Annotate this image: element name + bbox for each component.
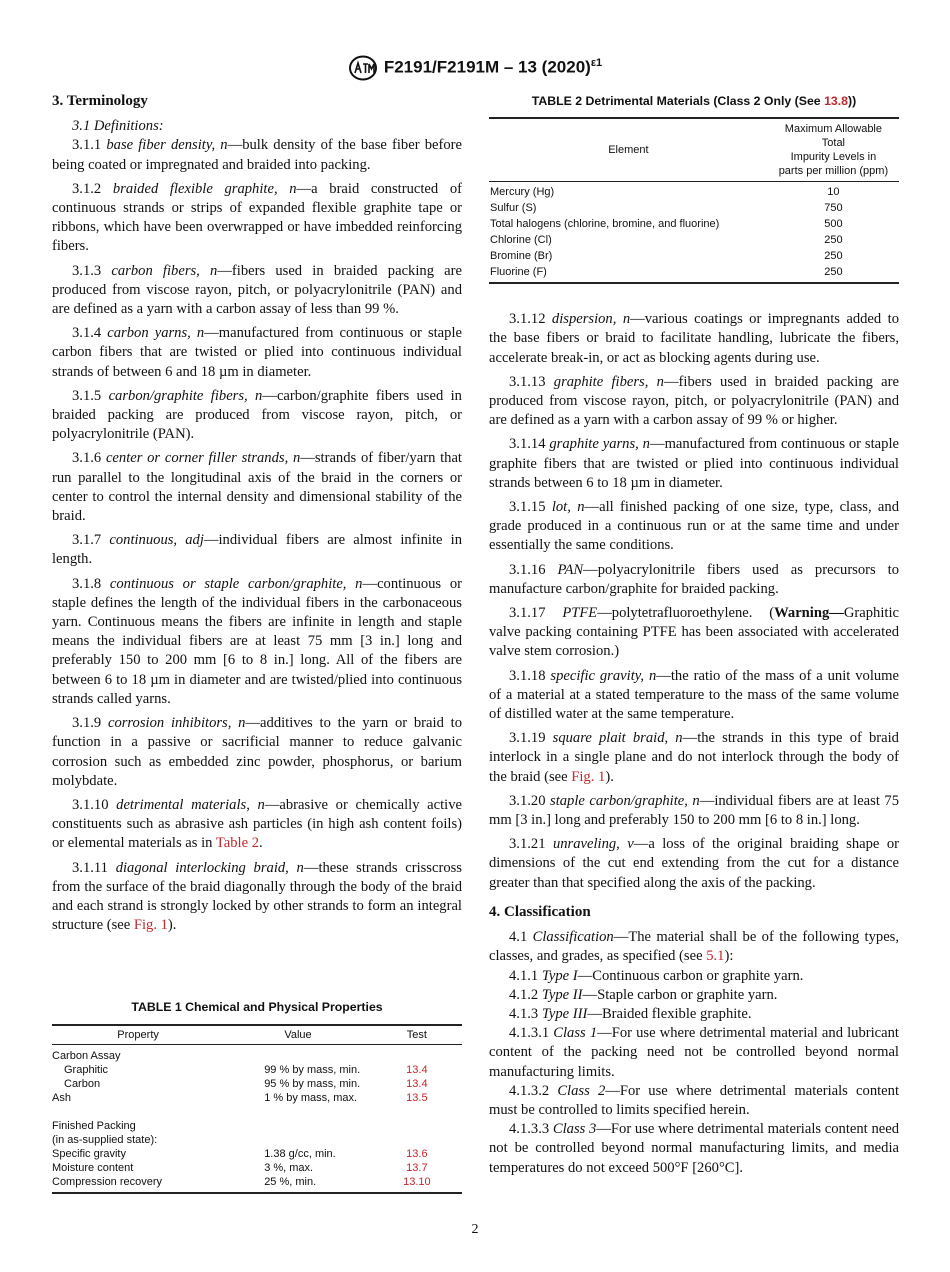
test-link[interactable]: 13.5 — [406, 1091, 428, 1104]
column-header: Element — [608, 144, 649, 157]
definition-3-1-11: 3.1.11 diagonal interlocking braid, n—these strands crisscross from the surface of the braid diagonally through the body of the braid and each strand is strongly locked by other strands to form an integral structure (see Fig. 1). — [52, 859, 462, 934]
definition-3-1-10: 3.1.10 detrimental materials, n—abrasive or chemically active constituents such as abrasive ash particles (in high ash content foils) or elemental materials as in Table 2. — [52, 796, 462, 852]
definition-3-1-4: 3.1.4 carbon yarns, n—manufactured from continuous or staple carbon fibers that are twisted or plied into continuous individual strands of between 6 and 18 µm in diameter. — [52, 325, 462, 380]
definition-3-1-7: 3.1.7 continuous, adj—individual fibers are almost infinite in length. — [52, 532, 463, 568]
definition-3-1-18: 3.1.18 specific gravity, n—the ratio of the mass of a unit volume of a material at a stated temperature to the mass of the same volume of distilled water at the same temperature. — [489, 667, 899, 723]
section-4-1: 4.1 Classification—The material shall be of the following types, classes, and grades, as specified (see 5.1): — [489, 929, 900, 965]
definition-3-1-3: 3.1.3 carbon fibers, n—fibers used in braided packing are produced from viscose rayon, pitch, or polyacrylonitrile (PAN) and are defined as a yarn with a carbon assay of less than 99 %. — [52, 262, 462, 318]
definition-3-1-9: 3.1.9 corrosion inhibitors, n—additives to the yarn or braid to function in a passive or sacrificial manner to reduce galvanic corrosion such as embedded zinc powder, phosphorus, or barium molybdate. — [52, 715, 462, 789]
page-number: 2 — [471, 1222, 479, 1237]
table-row: Graphitic 99 % by mass, min. 13.4 — [52, 1063, 462, 1077]
fig-1-link[interactable]: Fig. 1 — [571, 768, 606, 785]
epsilon-superscript: ε1 — [590, 56, 603, 69]
definition-3-1-17: 3.1.17 PTFE—polytetrafluoroethylene. (Warning—Graphitic valve packing containing PTFE has been associated with accelerated valve stem corrosion.) — [489, 605, 899, 660]
column-header: Value — [224, 1025, 372, 1045]
definition-3-1-15: 3.1.15 lot, n—all finished packing of one size, type, class, and grade produced in a continuous run or at the same time and under essentially the same conditions. — [489, 499, 899, 554]
table-row: Finished Packing — [52, 1119, 136, 1132]
definition-3-1-20: 3.1.20 staple carbon/graphite, n—individual fibers are at least 75 mm [3 in.] long and preferably 150 to 200 mm [6 to 8 in.] long. — [489, 792, 899, 829]
left-column — [52, 92, 462, 1194]
definition-3-1-13: 3.1.13 graphite fibers, n—fibers used in braided packing are produced from viscose rayon, pitch, or polyacrylonitrile (PAN) and are defined as a yarn with a carbon assay of 99 % or higher. — [489, 373, 899, 429]
table-2 — [489, 117, 899, 284]
section-4-1-3-1: 4.1.3.1 Class 1—For use where detrimental material and lubricant content of the packing need not be controlled beyond normal manufacturing limits. — [489, 1025, 899, 1080]
right-column — [489, 92, 899, 1178]
table-1 — [52, 1024, 462, 1194]
definition-3-1-5: 3.1.5 carbon/graphite fibers, n—carbon/graphite fibers used in braided packing are produced from viscose rayon, pitch, or polyacrylonitrile (PAN). — [52, 387, 462, 443]
definition-3-1-19: 3.1.19 square plait braid, n—the strands in this type of braid interlock in a single plane and do not interlock through the body of the braid (see Fig. 1). — [489, 730, 899, 785]
warning-label: Warning— — [774, 605, 844, 622]
astm-logo-icon — [348, 55, 378, 81]
table-row: Mercury (Hg) 10 — [490, 186, 840, 199]
test-link[interactable]: 13.4 — [406, 1063, 428, 1076]
definition-3-1-8: 3.1.8 continuous or staple carbon/graphite, n—continuous or staple defines the length of the individual fibers in the carbonaceous yarn. Continuous means the fibers are infinite in length and staple means the individual fibers are at least 75 mm [3 in.] long and preferably 150 to 200 mm [6 to 8 in.] long. All of the fibers are between 6 to 18 µm in diameter and are twisted/plied into continuous strands called yarns. — [52, 575, 462, 707]
table-header-row — [489, 118, 899, 182]
definition-3-1-1: 3.1.1 base fiber density, n—bulk density of the base fiber before being coated or impregnated and braided into packing. — [52, 137, 462, 173]
table-row: Chlorine (Cl) 250 — [490, 234, 843, 247]
column-header: Test — [372, 1025, 462, 1045]
definition-3-1-12: 3.1.12 dispersion, n—various coatings or impregnants added to the base fibers or braid to facilitate handling, lubricate the fibers, accelerate break-in, or act as blocking agents during use. — [489, 311, 899, 366]
definition-3-1-16: 3.1.16 PAN—polyacrylonitrile fibers used as precursors to manufacture carbon/graphite for braided packing. — [489, 561, 899, 597]
table-row: Carbon 95 % by mass, min. 13.4 — [52, 1077, 462, 1091]
table-row: Sulfur (S) 750 — [490, 202, 843, 215]
table-row: Compression recovery 25 %, min. 13.10 — [52, 1175, 462, 1193]
table-row: Fluorine (F) 250 — [490, 266, 843, 279]
table-row: Bromine (Br) 250 — [490, 250, 843, 263]
table-row: Total halogens (chlorine, bromine, and fluorine) 500 — [490, 218, 843, 231]
page-header — [0, 55, 950, 81]
section-4-1-2: 4.1.2 Type II—Staple carbon or graphite yarn. — [509, 986, 778, 1003]
table-row: (in as-supplied state): — [52, 1133, 158, 1146]
table-1-title: TABLE 1 Chemical and Physical Properties — [131, 1000, 383, 1015]
column-header: Maximum Allowable Total Impurity Levels in parts per million (ppm) — [778, 123, 889, 178]
test-link[interactable]: 13.6 — [406, 1147, 428, 1160]
table-row: Moisture content 3 %, max. 13.7 — [52, 1161, 462, 1175]
table-row: Carbon Assay — [52, 1049, 121, 1062]
definition-3-1-2: 3.1.2 braided flexible graphite, n—a braid constructed of continuous strands or strips of expanded flexible graphite tape or ribbons, which have been overwrapped or have imbedded reinforcing fibers. — [52, 180, 462, 255]
table-row: Specific gravity 1.38 g/cc, min. 13.6 — [52, 1147, 462, 1161]
definition-3-1-21: 3.1.21 unraveling, v—a loss of the original braiding shape or dimensions of the cut end extending from the cut for a distance greater than that specified along the axis of the packing. — [489, 836, 899, 891]
test-link[interactable]: 13.7 — [406, 1161, 428, 1174]
definition-3-1-6: 3.1.6 center or corner filler strands, n—strands of fiber/yarn that run parallel to the longitudinal axis of the braid in the corners or center to control the internal density and dimensional stability of the braid. — [52, 450, 462, 525]
section-4-heading: 4. Classification — [489, 903, 591, 920]
definition-3-1-14: 3.1.14 graphite yarns, n—manufactured from continuous or staple graphite fibers that are twisted or plied into continuous individual strands between 6 to 18 µm in diameter. — [489, 436, 899, 491]
fig-1-link[interactable]: Fig. 1 — [133, 917, 168, 934]
section-4-1-3: 4.1.3 Type III—Braided flexible graphite. — [509, 1005, 752, 1022]
section-13-8-link[interactable]: 13.8 — [824, 94, 848, 108]
definitions-label: 3.1 Definitions: — [72, 118, 164, 135]
test-link[interactable]: 13.4 — [406, 1077, 428, 1090]
column-header: Property — [52, 1025, 224, 1045]
section-3-heading: 3. Terminology — [52, 93, 148, 109]
standard-designation: F2191/F2191M – 13 (2020) — [383, 57, 591, 77]
test-link[interactable]: 13.10 — [372, 1175, 462, 1193]
table-2-title: TABLE 2 Detrimental Materials (Class 2 Only (See 13.8)) — [531, 94, 857, 108]
table-row: Ash 1 % by mass, max. 13.5 — [52, 1091, 462, 1105]
table-header-row — [52, 1025, 462, 1045]
section-5-1-link[interactable]: 5.1 — [706, 948, 725, 965]
section-4-1-3-2: 4.1.3.2 Class 2—For use where detrimental materials content must be controlled to limits specified herein. — [489, 1082, 899, 1118]
table-2-link[interactable]: Table 2 — [215, 835, 260, 852]
section-4-1-1: 4.1.1 Type I—Continuous carbon or graphite yarn. — [509, 967, 804, 984]
section-4-1-3-3: 4.1.3.3 Class 3—For use where detrimental materials content need not be controlled beyond normal manufacturing limits, and media temperatures do not exceed 500°F [260°C]. — [489, 1121, 899, 1176]
